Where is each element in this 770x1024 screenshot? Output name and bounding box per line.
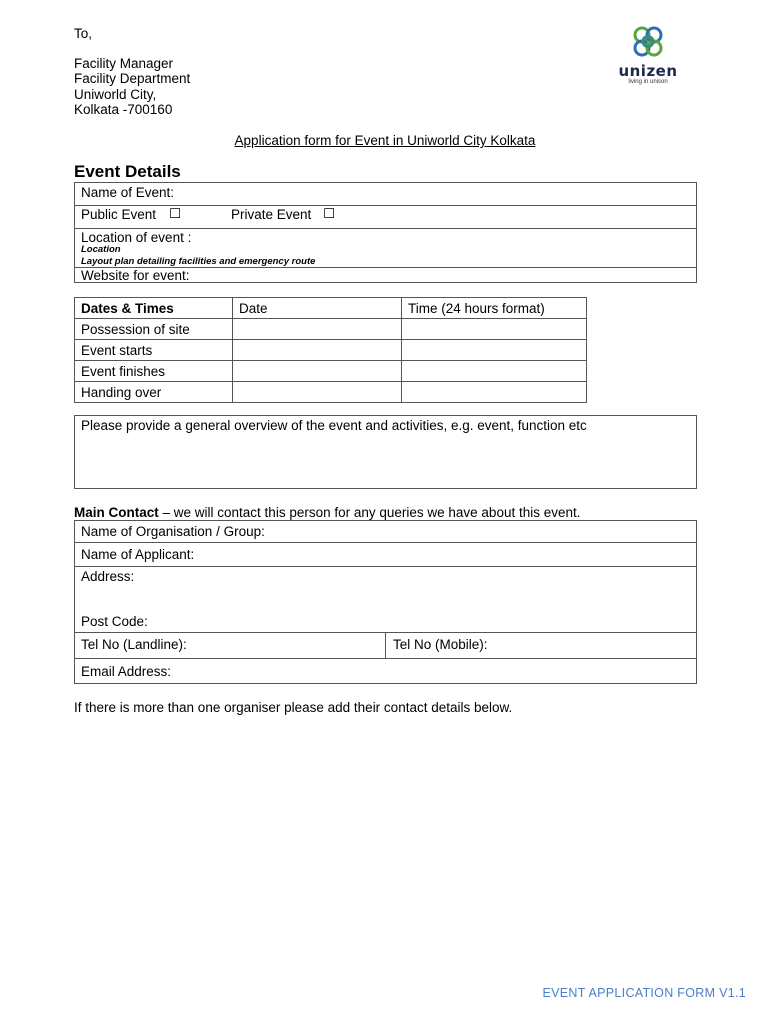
tel-landline-label: Tel No (Landline): <box>81 637 187 652</box>
celtic-knot-logo-icon <box>612 24 684 64</box>
address-to: To, <box>74 26 93 41</box>
public-event-checkbox[interactable]: ☐ <box>169 206 182 222</box>
time-cell[interactable] <box>402 361 587 382</box>
tel-mobile-label: Tel No (Mobile): <box>393 637 488 652</box>
unizen-logo <box>612 24 684 88</box>
row-label: Event finishes <box>75 361 233 382</box>
event-details-heading: Event Details <box>74 162 181 181</box>
logo-tagline: living in unison <box>628 79 668 85</box>
table-row <box>75 319 587 340</box>
time-cell[interactable] <box>402 340 587 361</box>
event-overview-box[interactable] <box>74 415 697 489</box>
header-time: Time (24 hours format) <box>402 298 587 319</box>
website-label: Website for event: <box>81 268 190 283</box>
main-contact-title: Main Contact <box>74 505 159 520</box>
logo-name: unizen <box>618 62 678 80</box>
date-cell[interactable] <box>233 340 402 361</box>
address-line-4: Kolkata -700160 <box>74 102 173 117</box>
divider <box>75 228 696 229</box>
email-label: Email Address: <box>81 664 172 679</box>
more-organisers-note: If there is more than one organiser please add their contact details below. <box>74 700 513 715</box>
time-cell[interactable] <box>402 319 587 340</box>
date-cell[interactable] <box>233 319 402 340</box>
post-code-label: Post Code: <box>81 614 148 629</box>
private-event-checkbox[interactable]: ☐ <box>323 206 336 222</box>
table-row <box>75 382 587 403</box>
address-label: Address: <box>81 569 135 584</box>
private-event-label: Private Event <box>231 207 312 222</box>
main-contact-description: – we will contact this person for any queries we have about this event. <box>158 505 581 520</box>
table-row <box>75 340 587 361</box>
form-title: Application form for Event in Uniworld City Kolkata <box>234 133 536 148</box>
dates-times-table <box>74 297 587 403</box>
header-dates-times: Dates & Times <box>75 298 233 319</box>
date-cell[interactable] <box>233 382 402 403</box>
divider <box>75 542 696 543</box>
table-row <box>75 361 587 382</box>
time-cell[interactable] <box>402 382 587 403</box>
address-line-1: Facility Manager <box>74 55 174 71</box>
row-label: Event starts <box>75 340 233 361</box>
recipient-address <box>74 26 190 118</box>
table-header-row <box>75 298 587 319</box>
main-contact-heading <box>74 505 581 520</box>
overview-prompt: Please provide a general overview of the event and activities, e.g. event, function etc <box>81 418 587 433</box>
date-cell[interactable] <box>233 361 402 382</box>
location-sub-label: Location <box>81 244 121 255</box>
event-details-box <box>74 182 697 283</box>
footer-version: EVENT APPLICATION FORM V1.1 <box>542 986 746 1000</box>
layout-plan-sub-label: Layout plan detailing facilities and emergency route <box>81 256 316 267</box>
applicant-label: Name of Applicant: <box>81 547 195 562</box>
main-contact-box <box>74 520 697 684</box>
organisation-label: Name of Organisation / Group: <box>81 524 265 539</box>
public-event-label: Public Event <box>81 207 157 222</box>
address-line-3: Uniworld City, <box>74 86 157 102</box>
row-label: Handing over <box>75 382 233 403</box>
divider <box>75 566 696 567</box>
header-date: Date <box>233 298 402 319</box>
address-line-2: Facility Department <box>74 71 191 86</box>
row-label: Possession of site <box>75 319 233 340</box>
location-label: Location of event : <box>81 230 192 245</box>
divider <box>75 658 696 659</box>
vertical-divider <box>385 632 386 658</box>
name-of-event-label: Name of Event: <box>81 185 175 200</box>
